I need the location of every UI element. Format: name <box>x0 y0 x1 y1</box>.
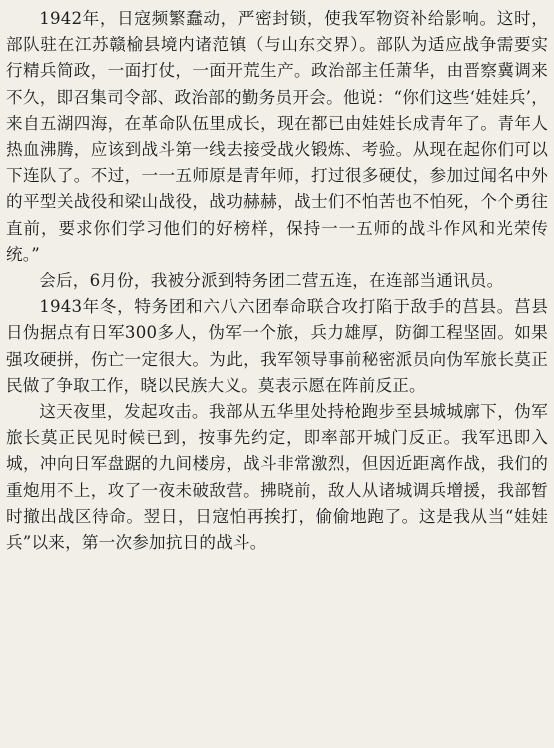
paragraph-1: 1942年，日寇频繁蠢动，严密封锁，使我军物资补给影响。这时，部队驻在江苏赣榆县境内诸范镇（与山东交界）。部队为适应战争需要实行精兵简政，一面打仗，一面开荒生产。政治部主任萧华，由晋察冀调来不久，即召集司令部、政治部的勤务员开会。他说：“你们这些‘娃娃兵’，来自五湖四海，在革命队伍里成长，现在都已由娃娃长成青年了。青年人热血沸腾，应该到战斗第一线去接受战火锻炼、考验。从现在起你们可以下连队了。不过，一一五师原是青年师，打过很多硬仗，参加过闻名中外的平型关战役和梁山战役，战功赫赫，战士们不怕苦也不怕死，个个勇往直前，要求你们学习他们的好榜样，保持一一五师的战斗作风和光荣传统。” <box>6 9 548 264</box>
paragraph-3: 1943年冬，特务团和六八六团奉命联合攻打陷于敌手的莒县。莒县日伪据点有日军300多人，伪军一个旅，兵力雄厚，防御工程坚固。如果强攻硬拼，伤亡一定很大。为此，我军领导事前秘密派员向伪军旅长莫正民做了争取工作，晓以民族大义。莫表示愿在阵前反正。 <box>6 297 548 395</box>
paragraph-4: 这天夜里，发起攻击。我部从五华里处持枪跑步至县城城廓下，伪军旅长莫正民见时候已到，按事先约定，即率部开城门反正。我军迅即入城，冲向日军盘踞的九间楼房，战斗非常激烈，但因近距离作战，我们的重炮用不上，攻了一夜未破敌营。拂晓前，敌人从诸城调兵增援，我部暂时撤出战区待命。翌日，日寇怕再挨打，偷偷地跑了。这是我从当“娃娃兵”以来，第一次参加抗日的战斗。 <box>6 402 548 553</box>
paragraph-2: 会后，6月份，我被分派到特务团二营五连，在连部当通讯员。 <box>39 271 504 291</box>
